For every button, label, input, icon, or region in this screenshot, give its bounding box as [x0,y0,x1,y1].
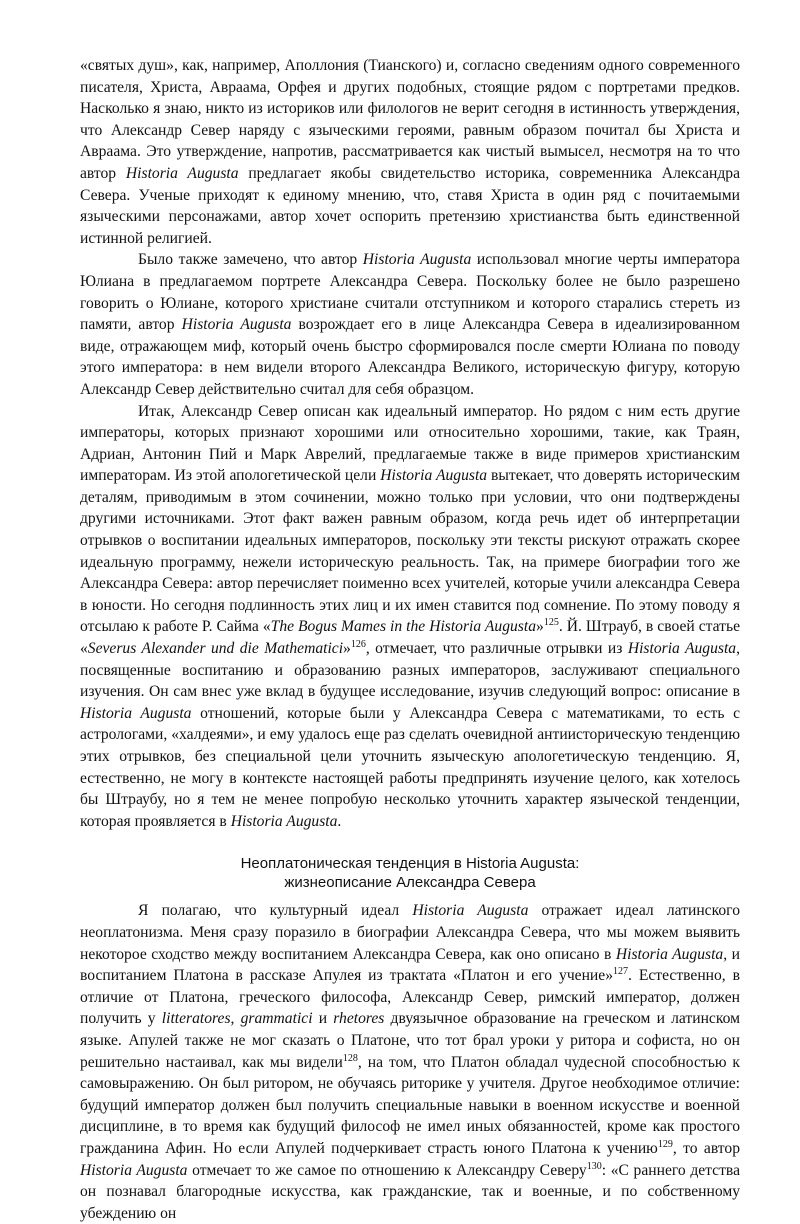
text-run: , то автор [672,1139,741,1157]
italic-text: Historia Augusta [125,164,239,182]
text-run: , и воспитанием Платона в рассказе Апулея из трактата «Платон и его учение» [80,945,740,985]
text-run: Было также замечено, что автор [138,251,363,269]
text-run: «святых душ», как, например, Аполлония (Тианского) и, согласно сведениям одного современного писателя, Христа, Авраама, Орфея и других подобных, стоящие рядом с портретами предков. Насколько я знаю, никто из историков или филологов не верит сегодня в истинность утверждения, что Александр Север наряду с языческими героями, равным образом почитал бы Христа и Авраама. Это утверждение, напротив, рассматривается как чистый вымысел, несмотря на то что автор [80,57,740,182]
text-run: , отмечает, что различные отрывки из [365,640,628,658]
paragraph [80,401,740,833]
footnote-ref: 126 [350,638,366,650]
text-run: . Й. Штрауб, в своей статье « [80,618,740,658]
text-run: отношений, которые были у Александра Севера с математиками, то есть с астрологами, «халдеями», и ему удалось еще раз сделать очевидной антиисторическую тенденцию этих отрывков, без специальной цели уточнить языческую апологетическую тенденцию. Я, естественно, не могу в контексте настоящей работы предпринять изучение целого, как хотелось бы Штраубу, но я тем не менее попробую несколько уточнить характер языческой тенденции, которая проявляется в [80,704,740,830]
text-run: : «С раннего детства он познавал благородные искусства, как гражданские, так и военные, и по собственному убеждению он [80,1161,740,1222]
italic-text: The Bogus Mames in the Historia Augusta [270,618,537,636]
text-run: отмечает то же самое по отношению к Александру Северу [187,1161,587,1179]
footnote-ref: 130 [586,1160,602,1172]
italic-text: Historia Augusta [80,1161,188,1179]
text-run: использовал многие черты императора Юлиана в предлагаемом портрете Александра Севера. Поскольку более не было разрешено говорить о Юлиане, которого христиане считали отступником и которого старались стереть из памяти, автор [80,251,740,334]
italic-text: Historia Augusta [230,812,338,830]
paragraph [80,900,740,1224]
italic-text: Historia Augusta [380,467,488,485]
italic-text: Historia Augusta [181,316,292,334]
section-heading-line-2: жизнеописание Александра Севера [284,874,536,892]
text-run: вытекает, что доверять историческим деталям, приводимым в этом сочинении, можно только при условии, что они подтверждены другими источниками. Этот факт важен равным образом, когда речь идет об интерпретации отрывков о воспитании идеальных императоров, поскольку эти тексты рискуют отражать скорее идеальную программу, нежели историческую реальность. Так, на примере биографии того же Александра Севера: автор перечисляет поименно всех учителей, которые учили александра Севера в юности. Но сегодня подлинность этих лиц и их имен ставится под сомнение. По этому поводу я отсылаю к работе Р. Сайма « [80,467,740,636]
italic-text: grammatici [240,1010,313,1028]
text-run: , [230,1010,241,1028]
italic-text: Historia Augusta [615,945,724,963]
italic-text: Severus Alexander und die Mathematici [87,640,344,658]
text-run: предлагает якобы свидетельство историка, современника Александра Севера. Ученые приходят к единому мнению, что, ставя Христа в один ряд с почитаемыми языческими персонажами, автор хочет оспорить претензию христианства быть единственной истинной религией. [80,164,740,247]
italic-text: rhetores [333,1010,385,1028]
italic-text: Historia Augusta [627,640,737,658]
body-text-after-heading [80,900,740,1224]
text-run: отражает идеал латинского неоплатонизма. Меня сразу поразило в биографии Александра Севера, что мы можем выявить некоторое сходство между воспитанием Александра Севера, как оно описано в [80,902,740,963]
footnote-ref: 128 [342,1052,358,1064]
text-run: , на том, что Платон обладал чудесной способностью к самовыражению. Он был ритором, не обучаясь риторике у учителя. Другое необходимое отличие: будущий император должен был получить специальные навыки в военном искусстве и военной дисциплине, в то время как будущий философ не имел иных обязанностей, кроме как простого гражданина Афин. Но если Апулей подчеркивает страсть юного Платона к учению [80,1053,740,1157]
document-page [80,55,740,1224]
text-run: » [343,640,351,658]
footnote-ref: 129 [657,1138,673,1150]
footnote-ref: 127 [613,965,628,977]
section-heading [80,854,740,892]
italic-text: Historia Augusta [80,704,192,722]
italic-text: Historia Augusta [362,251,472,269]
text-run: Итак, Александр Север описан как идеальный император. Но рядом с ним есть другие императоры, которых признают хорошими или относительно хорошими, такие, как Траян, Адриан, Антонин Пий и Марк Аврелий, предлагаемые также в виде примеров христианским императорам. Из этой апологетической цели [80,402,740,485]
text-run: двуязычное образование на греческом и латинском языке. Апулей также не мог сказать о Платоне, что тот брал уроки у ритора и софиста, но он решительно настаивал, как мы видели [80,1010,740,1071]
text-run: Я полагаю, что культурный идеал [138,902,413,920]
text-run: » [536,618,544,636]
text-run: возрождает его в лице Александра Севера в идеализированном виде, отражающем миф, который очень быстро сформировался после смерти Юлиана по поводу этого императора: в нем видели второго Александра Великого, историческую фигуру, которую Александр Север действительно считал для себя образцом. [80,316,740,398]
body-text-before-heading [80,55,740,832]
footnote-ref: 125 [543,617,559,629]
italic-text: litteratores [161,1010,231,1028]
italic-text: Historia Augusta [412,902,529,920]
paragraph [80,249,740,400]
section-heading-line-1: Неоплатоническая тенденция в Historia Augusta: [240,855,580,873]
paragraph [80,55,740,249]
text-run: , посвященные воспитанию и образованию разных императоров, заслуживают специального изучения. Он сам внес уже вклад в будущее исследование, изучив следующий вопрос: описание в [80,640,740,701]
text-run: и [312,1010,334,1028]
text-run: . [337,812,342,830]
text-run: . Естественно, в отличие от Платона, греческого философа, Александр Север, римский император, должен получить у [80,967,740,1028]
